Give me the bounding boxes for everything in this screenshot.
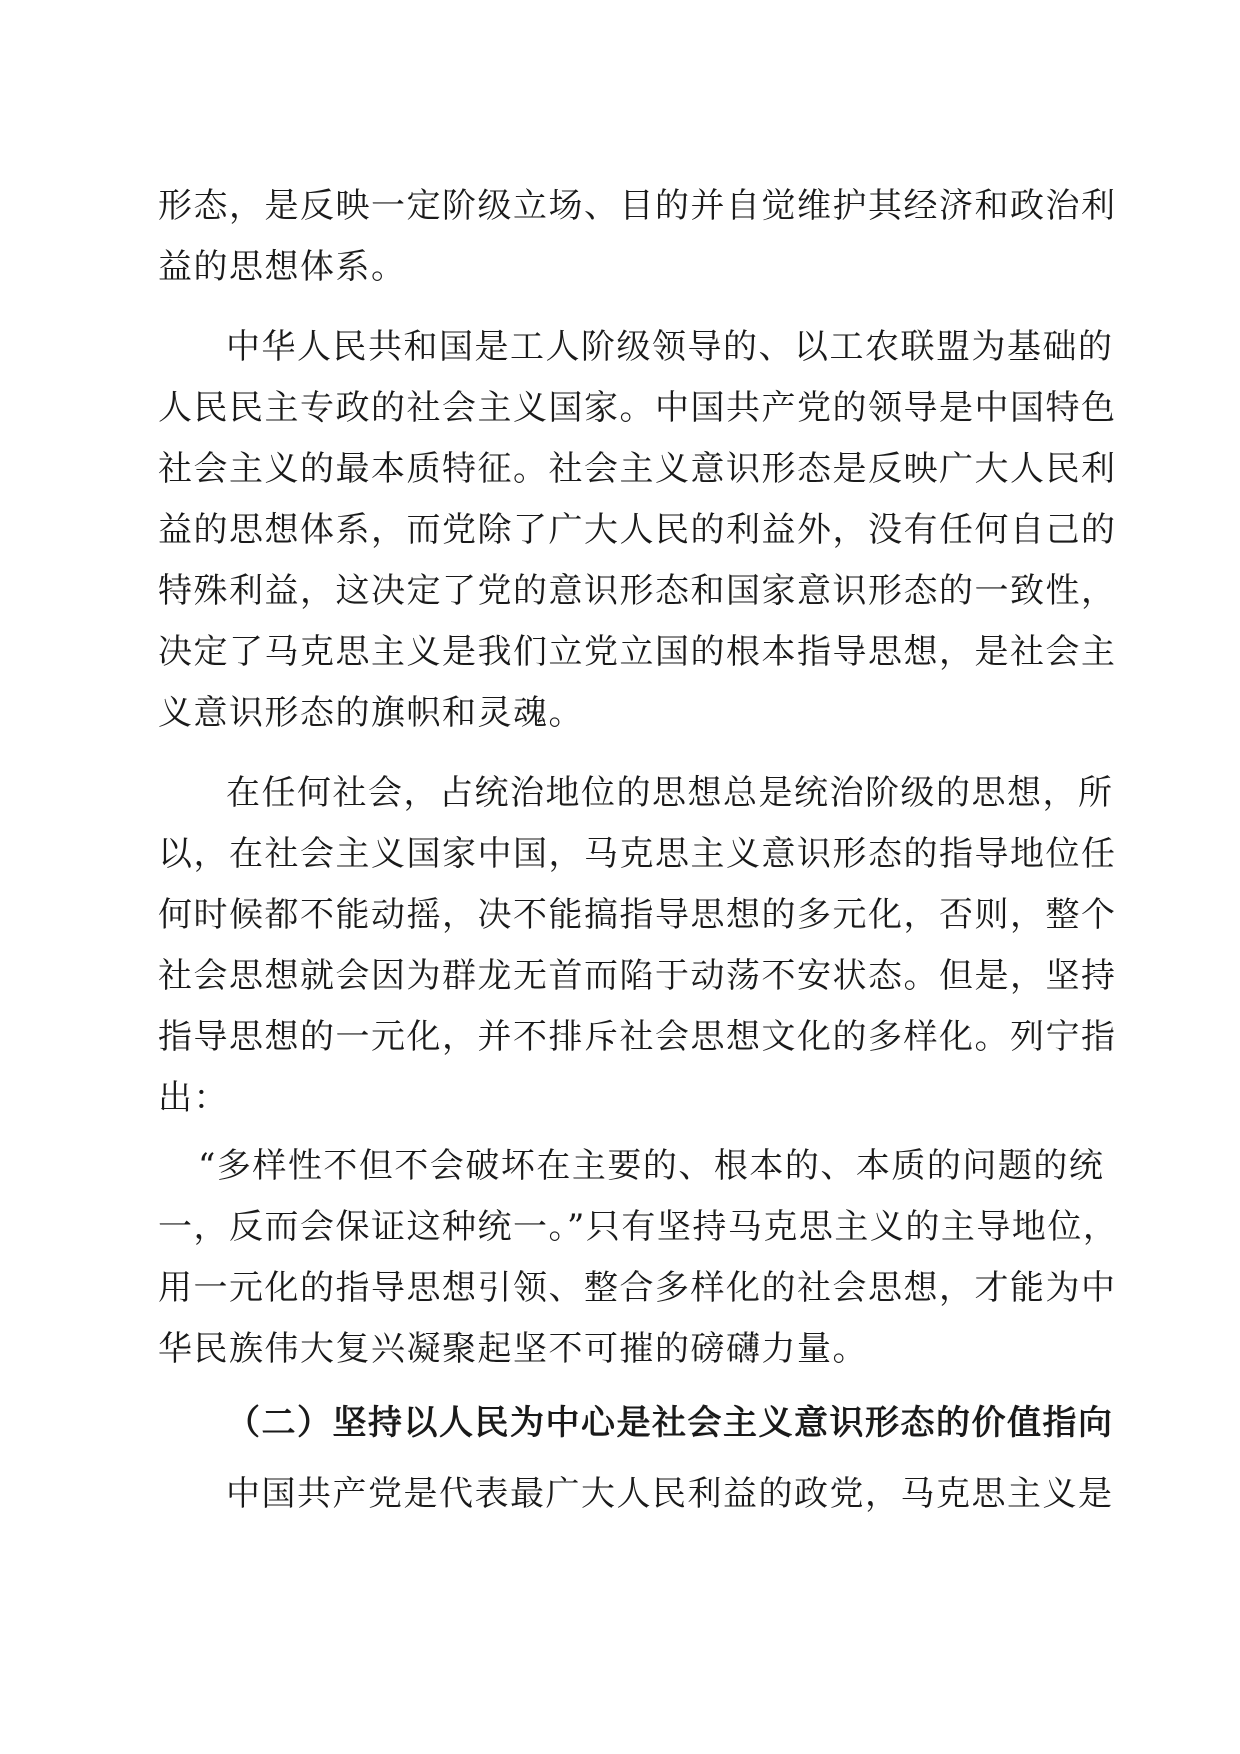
text-line: 何时候都不能动摇，决不能搞指导思想的多元化，否则，整个 xyxy=(158,895,1117,935)
paragraph-first-line: 在任何社会，占统治地位的思想总是统治阶级的思想，所 xyxy=(226,773,1114,813)
text-line: 益的思想体系，而党除了广大人民的利益外，没有任何自己的 xyxy=(158,510,1117,550)
text-line: 社会主义的最本质特征。社会主义意识形态是反映广大人民利 xyxy=(158,449,1117,489)
section-heading: （二）坚持以人民为中心是社会主义意识形态的价值指向 xyxy=(226,1403,1114,1443)
text-line: 义意识形态的旗帜和灵魂。 xyxy=(158,693,584,733)
text-line: 以，在社会主义国家中国，马克思主义意识形态的指导地位任 xyxy=(158,834,1117,874)
text-line: 出： xyxy=(158,1078,229,1118)
text-line: 益的思想体系。 xyxy=(158,247,407,287)
paragraph-first-line: 中国共产党是代表最广大人民利益的政党，马克思主义是 xyxy=(226,1474,1114,1514)
text-line: 人民民主专政的社会主义国家。中国共产党的领导是中国特色 xyxy=(158,388,1117,428)
text-line: 决定了马克思主义是我们立党立国的根本指导思想，是社会主 xyxy=(158,632,1117,672)
text-line: 华民族伟大复兴凝聚起坚不可摧的磅礴力量。 xyxy=(158,1329,868,1369)
paragraph-first-line: 中华人民共和国是工人阶级领导的、以工农联盟为基础的 xyxy=(226,327,1114,367)
text-line: 用一元化的指导思想引领、整合多样化的社会思想，才能为中 xyxy=(158,1268,1117,1308)
text-line: 特殊利益，这决定了党的意识形态和国家意识形态的一致性， xyxy=(158,571,1117,611)
text-line: 形态，是反映一定阶级立场、目的并自觉维护其经济和政治利 xyxy=(158,186,1117,226)
quote-first-line: “多样性不但不会破坏在主要的、根本的、本质的问题的统 xyxy=(198,1146,1105,1186)
text-line: 社会思想就会因为群龙无首而陷于动荡不安状态。但是，坚持 xyxy=(158,956,1117,996)
text-line: 一，反而会保证这种统一。”只有坚持马克思主义的主导地位， xyxy=(158,1207,1119,1247)
text-line: 指导思想的一元化，并不排斥社会思想文化的多样化。列宁指 xyxy=(158,1017,1117,1057)
